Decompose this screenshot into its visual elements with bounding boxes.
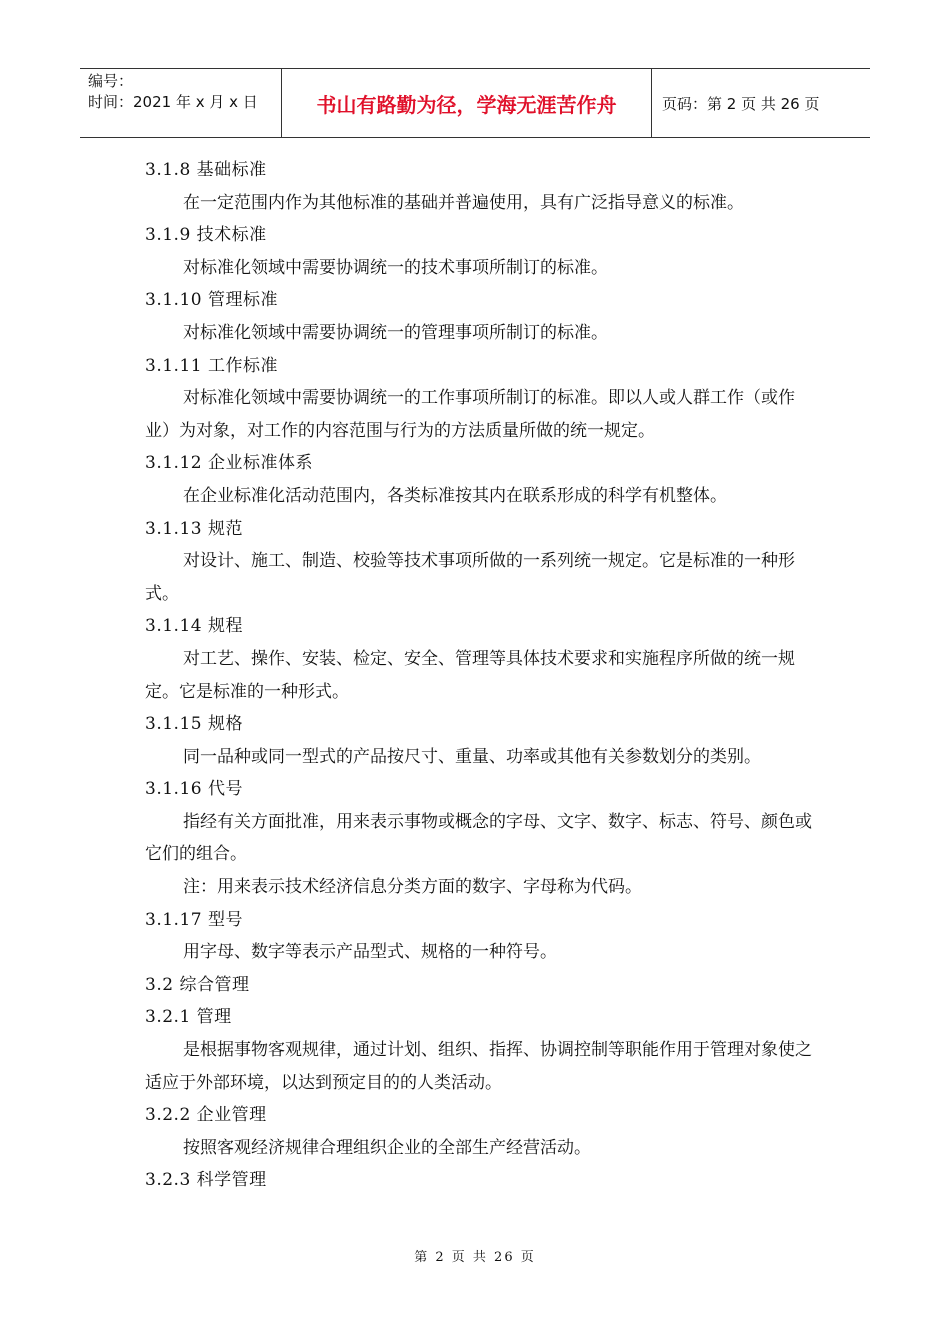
section-heading: 3.1.16 代号 xyxy=(145,779,243,800)
document-body xyxy=(145,154,815,1197)
paragraph: 是根据事物客观规律，通过计划、组织、指挥、协调控制等职能作用于管理对象使之适应于外部环境，以达到预定目的的人类活动。 xyxy=(145,1040,812,1093)
header-page-info: 页码：第 2 页 共 26 页 xyxy=(662,94,820,113)
section-heading: 3.1.17 型号 xyxy=(145,909,243,930)
section-heading: 3.1.12 企业标准体系 xyxy=(145,453,313,474)
section-heading: 3.1.13 规范 xyxy=(145,518,243,539)
paragraph: 对标准化领域中需要协调统一的技术事项所制订的标准。 xyxy=(183,257,608,278)
section-heading: 3.1.14 规程 xyxy=(145,616,243,637)
date-label: 时间：2021 年 x 月 x 日 xyxy=(88,93,258,111)
section-heading: 3.2 综合管理 xyxy=(145,974,250,995)
section-heading: 3.1.9 技术标准 xyxy=(145,225,267,246)
paragraph: 在企业标准化活动范围内，各类标准按其内在联系形成的科学有机整体。 xyxy=(183,485,727,506)
header-meta xyxy=(80,69,282,137)
paragraph: 注：用来表示技术经济信息分类方面的数字、字母称为代码。 xyxy=(183,877,642,898)
section-heading: 3.2.2 企业管理 xyxy=(145,1105,267,1126)
paragraph: 指经有关方面批准，用来表示事物或概念的字母、文字、数字、标志、符号、颜色或它们的组合。 xyxy=(145,811,812,865)
section-heading: 3.2.3 科学管理 xyxy=(145,1170,267,1191)
section-heading: 3.1.11 工作标准 xyxy=(145,355,278,376)
section-heading: 3.1.8 基础标准 xyxy=(145,160,267,180)
header-motto: 书山有路勤为径，学海无涯苦作舟 xyxy=(282,69,652,137)
document-header xyxy=(80,68,870,138)
paragraph: 对工艺、操作、安装、检定、安全、管理等具体技术要求和实施程序所做的统一规定。它是标准的一种形式。 xyxy=(145,648,795,702)
paragraph: 按照客观经济规律合理组织企业的全部生产经营活动。 xyxy=(183,1137,591,1158)
paragraph: 用字母、数字等表示产品型式、规格的一种符号。 xyxy=(183,942,557,963)
section-heading: 3.1.10 管理标准 xyxy=(145,290,278,311)
page-footer: 第 2 页 共 26 页 xyxy=(414,1250,536,1265)
paragraph: 对设计、施工、制造、校验等技术事项所做的一系列统一规定。它是标准的一种形式。 xyxy=(145,551,795,604)
number-label: 编号： xyxy=(88,72,134,90)
paragraph: 对标准化领域中需要协调统一的管理事项所制订的标准。 xyxy=(183,322,608,343)
section-heading: 3.2.1 管理 xyxy=(145,1007,232,1028)
section-heading: 3.1.15 规格 xyxy=(145,714,243,735)
paragraph: 在一定范围内作为其他标准的基础并普遍使用，具有广泛指导意义的标准。 xyxy=(183,192,744,213)
paragraph: 对标准化领域中需要协调统一的工作事项所制订的标准。即以人或人群工作（或作业）为对象，对工作的内容范围与行为的方法质量所做的统一规定。 xyxy=(145,388,795,441)
paragraph: 同一品种或同一型式的产品按尺寸、重量、功率或其他有关参数划分的类别。 xyxy=(183,746,761,767)
